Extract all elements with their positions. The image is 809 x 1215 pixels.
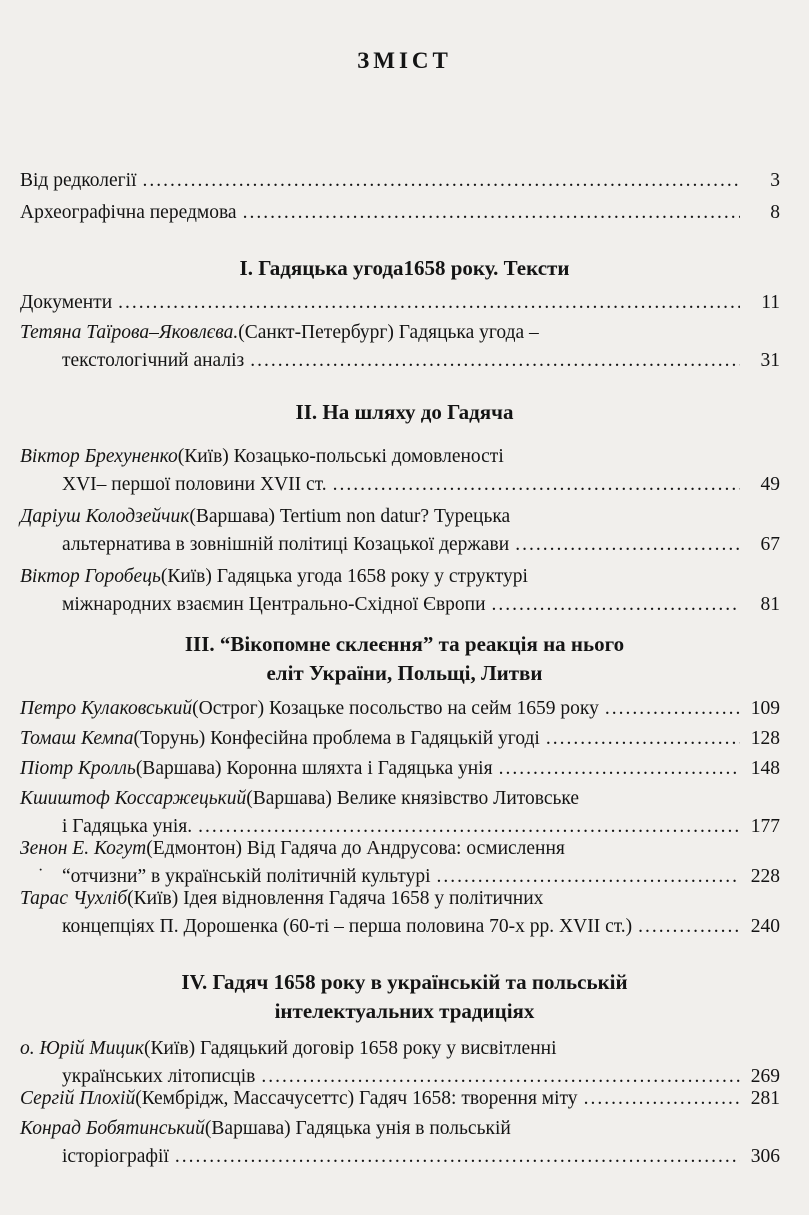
entry-author: Піотр Кролль: [20, 758, 136, 779]
entry-author: Сергій Плохій: [20, 1088, 136, 1109]
entry-title-cont: “отчизни” в українській політичній культурі: [62, 866, 431, 887]
page-number: 49: [760, 474, 780, 495]
entry-title: (Київ) Ідея відновлення Гадяча 1658 у політичних: [127, 888, 544, 909]
section-heading-2: II. На шляху до Гадяча: [295, 400, 514, 424]
entry-author: Віктор Горобець: [20, 566, 161, 587]
toc-entry[interactable]: [20, 1085, 780, 1113]
entry-author: Конрад Бобятинський: [20, 1118, 205, 1139]
page-number: 81: [760, 594, 780, 615]
entry-title-cont: міжнародних взаємин Центрально-Східної Європи: [62, 594, 486, 615]
entry-title: (Торунь) Конфесійна проблема в Гадяцькій угоді: [133, 728, 540, 749]
toc-entry[interactable]: [20, 563, 780, 619]
entry-title: (Київ) Гадяцька угода 1658 року у структурі: [160, 566, 528, 587]
toc-entry-editorial[interactable]: [20, 167, 780, 195]
section-heading-3: III. “Вікопомне склеєння” та реакція на нього еліт України, Польщі, Литви: [184, 632, 625, 685]
entry-title-cont: XVI– першої половини XVII ст.: [62, 474, 327, 495]
entry-title: (Варшава) Велике князівство Литовське: [246, 788, 580, 809]
toc-entry[interactable]: [20, 503, 780, 559]
page-number: 148: [750, 758, 780, 779]
page-number: 3: [770, 170, 780, 191]
entry-author: Томаш Кемпа: [20, 728, 134, 749]
section-heading-4: IV. Гадяч 1658 року в українській та польській інтелектуальних традиціях: [181, 970, 628, 1023]
toc-entry[interactable]: [20, 835, 780, 891]
toc-entry[interactable]: [20, 443, 780, 499]
entry-author: Кшиштоф Коссаржецький: [20, 788, 247, 809]
page-number: 281: [750, 1088, 780, 1109]
toc-entry[interactable]: [20, 695, 780, 723]
entry-title: (Едмонтон) Від Гадяча до Андрусова: осмислення: [146, 838, 565, 859]
page-number: 67: [760, 534, 780, 555]
toc-entry[interactable]: [20, 289, 780, 317]
toc-entry[interactable]: [20, 785, 780, 841]
page-number: 11: [761, 292, 780, 313]
entry-title-cont: українських літописців: [62, 1066, 256, 1087]
page-number: 269: [750, 1066, 780, 1087]
entry-title: (Варшава) Коронна шляхта і Гадяцька унія: [135, 758, 493, 779]
entry-author: Тарас Чухліб: [20, 888, 128, 909]
entry-title-cont: текстологічний аналіз: [62, 350, 245, 371]
page-number: 31: [760, 350, 780, 371]
entry-author: Зенон Е. Когут: [20, 838, 147, 859]
entry-title-cont: і Гадяцька унія.: [62, 816, 193, 837]
page-number: 177: [750, 816, 780, 837]
entry-title: (Острог) Козацьке посольство на сейм 1659 року: [192, 698, 599, 719]
entry-title: (Київ) Козацько-польські домовленості: [177, 446, 504, 467]
toc-entry[interactable]: [20, 885, 780, 941]
entry-title: (Київ) Гадяцький договір 1658 року у висвітленні: [144, 1038, 557, 1059]
entry-title: (Санкт-Петербург) Гадяцька угода –: [238, 322, 539, 343]
entry-title: Археографічна передмова: [20, 202, 237, 223]
page-number: 128: [750, 728, 780, 749]
entry-title: Документи: [20, 292, 113, 313]
page-number: 306: [750, 1146, 780, 1167]
toc-entry[interactable]: [20, 1115, 780, 1171]
entry-title-cont: історіографії: [62, 1146, 169, 1167]
toc-entry-preface[interactable]: [20, 199, 780, 227]
stray-mark: ·: [38, 862, 44, 879]
entry-author: Петро Кулаковський: [20, 698, 193, 719]
page-number: 228: [750, 866, 780, 887]
page-number: 240: [750, 916, 780, 937]
entry-author: Віктор Брехуненко: [20, 446, 178, 467]
entry-title: (Кембрідж, Массачусеттс) Гадяч 1658: творення міту: [135, 1088, 578, 1109]
page-number: 8: [770, 202, 780, 223]
entry-author: Даріуш Колодзейчик: [20, 506, 190, 527]
entry-title: (Варшава) Гадяцька унія в польській: [204, 1118, 511, 1139]
entry-author: о. Юрій Мицик: [20, 1038, 145, 1059]
page-title: ЗМІСТ: [357, 48, 452, 73]
section-heading-1: I. Гадяцька угода1658 року. Тексти: [239, 256, 570, 280]
page-number: 109: [750, 698, 780, 719]
entry-title-cont: концепціях П. Дорошенка (60-ті – перша половина 70-х рр. XVII ст.): [62, 916, 633, 937]
toc-entry[interactable]: [20, 725, 780, 753]
toc-entry[interactable]: [20, 755, 780, 783]
toc-entry[interactable]: [20, 319, 780, 375]
toc-entry[interactable]: [20, 1035, 780, 1091]
entry-title-cont: альтернатива в зовнішній політиці Козацької держави: [62, 534, 510, 555]
entry-author: Тетяна Таїрова–Яковлєва.: [20, 322, 239, 343]
entry-title: Від редколегії: [20, 170, 137, 191]
entry-title: (Варшава) Tertium non datur? Турецька: [189, 506, 511, 527]
